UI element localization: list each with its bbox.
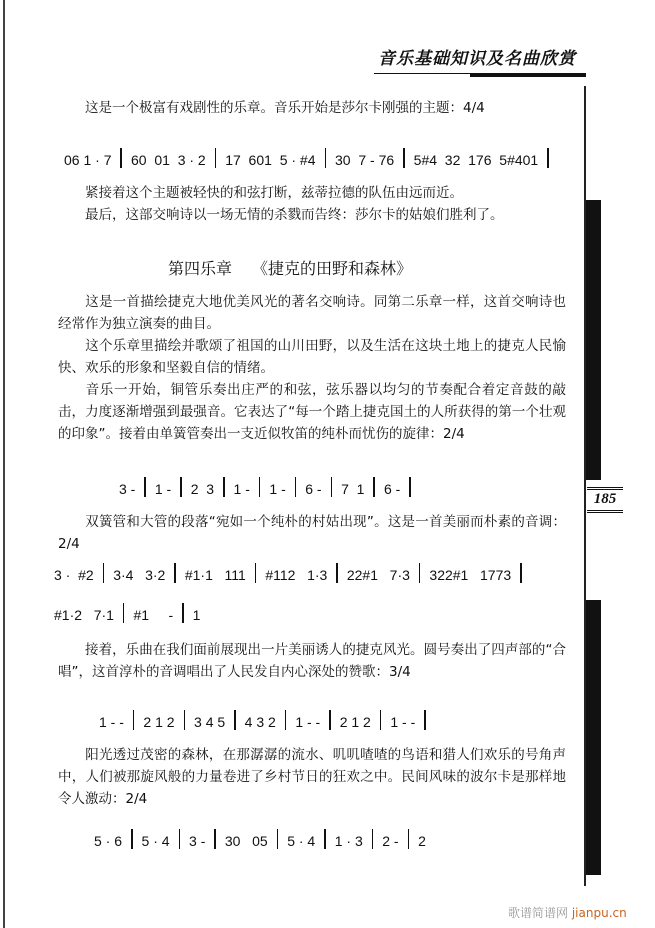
score-line [85, 827, 435, 849]
score-line [110, 475, 411, 497]
measure: 22#1 7·3 [346, 567, 410, 583]
score-line [90, 708, 426, 730]
paragraph [58, 511, 566, 555]
header-rule-thick [470, 74, 586, 77]
measure: 5#4 32 176 5#401 [413, 152, 539, 168]
measure: 1 [192, 607, 201, 623]
page-edge [3, 0, 5, 928]
section-heading [0, 256, 580, 279]
measure: 1 - [269, 481, 286, 497]
margin-bar [586, 200, 601, 480]
measure: 2 - [382, 833, 399, 849]
paragraph [58, 97, 566, 119]
measure: 1 - - [390, 714, 416, 730]
measure: 06 1 · 7 [64, 152, 112, 168]
measure: 3 - [119, 481, 136, 497]
paragraph [58, 291, 566, 335]
measure: 3·4 3·2 [113, 567, 166, 583]
paragraph-text: 紧接着这个主题被轻快的和弦打断，兹蒂拉德的队伍由远而近。 [85, 185, 463, 201]
measure: 322#1 1773 [429, 567, 512, 583]
measure: 17 601 5 · #4 [225, 152, 316, 168]
score-line [55, 146, 549, 168]
measure: 5 · 4 [287, 833, 316, 849]
measure: 5 · 4 [141, 833, 170, 849]
paragraph-text: 最后，这部交响诗以一场无情的杀戮而告终：莎尔卡的姑娘们胜利了。 [85, 207, 504, 223]
measure: 1 - [154, 481, 172, 497]
measure: 60 01 3 · 2 [130, 152, 206, 168]
paragraph [58, 744, 566, 810]
bar-line [547, 148, 549, 168]
paragraph-text: 阳光透过茂密的森林，在那潺潺的流水、叽叽喳喳的鸟语和猎人们欢乐的号角声中，人们被那旋风般的力量卷进了乡村节日的狂欢之中。民间风味的波尔卡是那样地令人激动：2/4 [58, 747, 566, 807]
section-title: 《捷克的田野和森林》 [252, 259, 413, 278]
paragraph [58, 639, 566, 683]
measure: 30 7 - 76 [335, 152, 395, 168]
measure: 1 - [233, 481, 250, 497]
watermark [508, 904, 627, 921]
measure: 3 - [189, 833, 206, 849]
measure: 6 - [305, 481, 322, 497]
watermark-en: jianpu.cn [571, 906, 627, 920]
paragraph-text: 这是一首描绘捷克大地优美风光的著名交响诗。同第二乐章一样，这首交响诗也经常作为独立演奏的曲目。 [58, 294, 566, 332]
paragraph-text: 音乐一开始，铜管乐奏出庄严的和弦，弦乐器以均匀的节奏配合着定音鼓的敲击，力度逐渐增强到最强音。它表达了“每一个踏上捷克国土的人所获得的第一个壮观的印象”。接着由单簧管奏出一支近似牧笛的纯朴而忧伤的旋律：2/4 [58, 382, 566, 442]
paragraph-text: 这是一个极富有戏剧性的乐章。音乐开始是莎尔卡刚强的主题：4/4 [85, 100, 485, 116]
paragraph-text: 这个乐章里描绘并歌颂了祖国的山川田野，以及生活在这块土地上的捷克人民愉快、欢乐的形象和坚毅自信的情绪。 [58, 338, 566, 376]
measure: 6 - [383, 481, 401, 497]
paragraph [58, 182, 566, 226]
measure: #1·2 7·1 [54, 607, 114, 623]
paragraph-text: 接着，乐曲在我们面前展现出一片美丽诱人的捷克风光。圆号奏出了四声部的“合唱”，这首淳朴的音调唱出了人民发自内心深处的赞歌：3/4 [58, 642, 566, 680]
measure: 7 1 [341, 481, 365, 497]
measure: #1 - [133, 607, 174, 623]
measure: 1 - - [99, 714, 124, 730]
score-line [45, 561, 522, 583]
margin-bar [586, 600, 601, 875]
paragraph [58, 379, 566, 445]
paragraph [58, 335, 566, 379]
measure: 4 3 2 [244, 714, 276, 730]
measure: #1·1 111 [184, 567, 246, 583]
section-number: 第四乐章 [167, 259, 232, 278]
measure: 2 3 [190, 481, 215, 497]
measure: 5 · 6 [94, 833, 123, 849]
bar-line [520, 563, 522, 583]
measure: 3 4 5 [194, 714, 226, 730]
measure: 2 1 2 [143, 714, 175, 730]
watermark-cn: 歌谱简谱网 [508, 906, 569, 920]
measure: 2 [418, 833, 426, 849]
measure: 3 · #2 [54, 567, 94, 583]
paragraph-text: 双簧管和大管的段落“宛如一个纯朴的村姑出现”。这是一首美丽而朴素的音调：2/4 [58, 514, 566, 552]
bar-line [409, 477, 411, 497]
running-header: 音乐基础知识及名曲欣赏 [378, 49, 576, 69]
bar-line [424, 710, 426, 730]
measure: #112 1·3 [265, 567, 328, 583]
measure: 2 1 2 [339, 714, 371, 730]
page-number: 185 [587, 487, 623, 513]
measure: 1 - - [295, 714, 321, 730]
measure: 30 05 [224, 833, 268, 849]
score-line [45, 601, 209, 623]
measure: 1 · 3 [334, 833, 363, 849]
